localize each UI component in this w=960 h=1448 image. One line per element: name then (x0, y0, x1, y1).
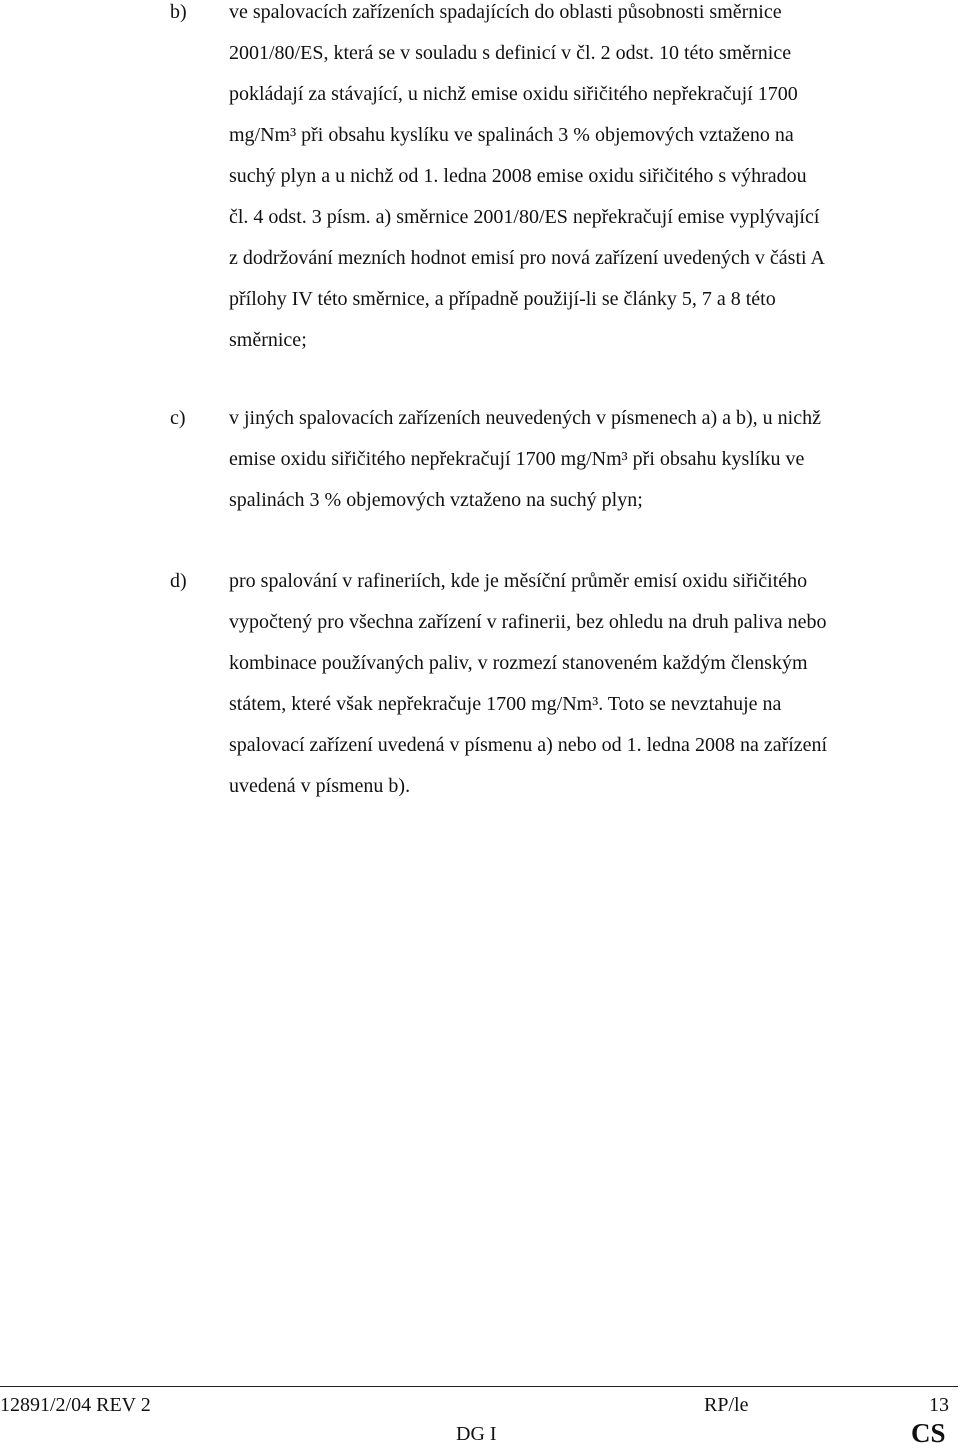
text-line: z dodržování mezních hodnot emisí pro nová zařízení uvedených v části A (229, 247, 825, 269)
list-item-letter: b) (170, 1, 187, 23)
text-line: 2001/80/ES, která se v souladu s definicí v čl. 2 odst. 10 této směrnice (229, 42, 792, 64)
text-line: uvedená v písmenu b). (229, 775, 411, 797)
text-line: pro spalování v rafineriích, kde je měsíční průměr emisí oxidu siřičitého (229, 570, 808, 592)
directorate-label: DG I (456, 1423, 497, 1445)
text-line: pokládají za stávající, u nichž emise oxidu siřičitého nepřekračují 1700 (229, 83, 798, 105)
text-line: emise oxidu siřičitého nepřekračují 1700 mg/Nm³ při obsahu kyslíku ve (229, 448, 805, 470)
list-item-letter: d) (170, 570, 187, 592)
text-line: kombinace používaných paliv, v rozmezí stanoveném každým členským (229, 652, 808, 674)
text-line: směrnice; (229, 329, 307, 351)
text-line: státem, které však nepřekračuje 1700 mg/Nm³. Toto se nevztahuje na (229, 693, 782, 715)
text-line: spalovací zařízení uvedená v písmenu a) nebo od 1. ledna 2008 na zařízení (229, 734, 828, 756)
text-line: přílohy IV této směrnice, a případně použijí-li se články 5, 7 a 8 této (229, 288, 776, 310)
page-number: 13 (929, 1394, 949, 1416)
footer-divider (0, 1386, 958, 1387)
document-code: RP/le (704, 1394, 749, 1416)
text-line: suchý plyn a u nichž od 1. ledna 2008 emise oxidu siřičitého s výhradou (229, 165, 807, 187)
text-line: v jiných spalovacích zařízeních neuvedených v písmenech a) a b), u nichž (229, 407, 821, 429)
text-line: ve spalovacích zařízeních spadajících do oblasti působnosti směrnice (229, 1, 782, 23)
text-line: spalinách 3 % objemových vztaženo na suchý plyn; (229, 489, 643, 511)
list-item-text (229, 398, 941, 521)
list-item-letter: c) (170, 407, 186, 429)
document-number: 12891/2/04 REV 2 (0, 1394, 151, 1416)
text-line: mg/Nm³ při obsahu kyslíku ve spalinách 3 % objemových vztaženo na (229, 124, 794, 146)
language-code: CS (911, 1418, 946, 1448)
list-item-text (229, 0, 941, 361)
list-item-text (229, 561, 941, 807)
text-line: vypočtený pro všechna zařízení v rafinerii, bez ohledu na druh paliva nebo (229, 611, 827, 633)
text-line: čl. 4 odst. 3 písm. a) směrnice 2001/80/ES nepřekračují emise vyplývající (229, 206, 820, 228)
